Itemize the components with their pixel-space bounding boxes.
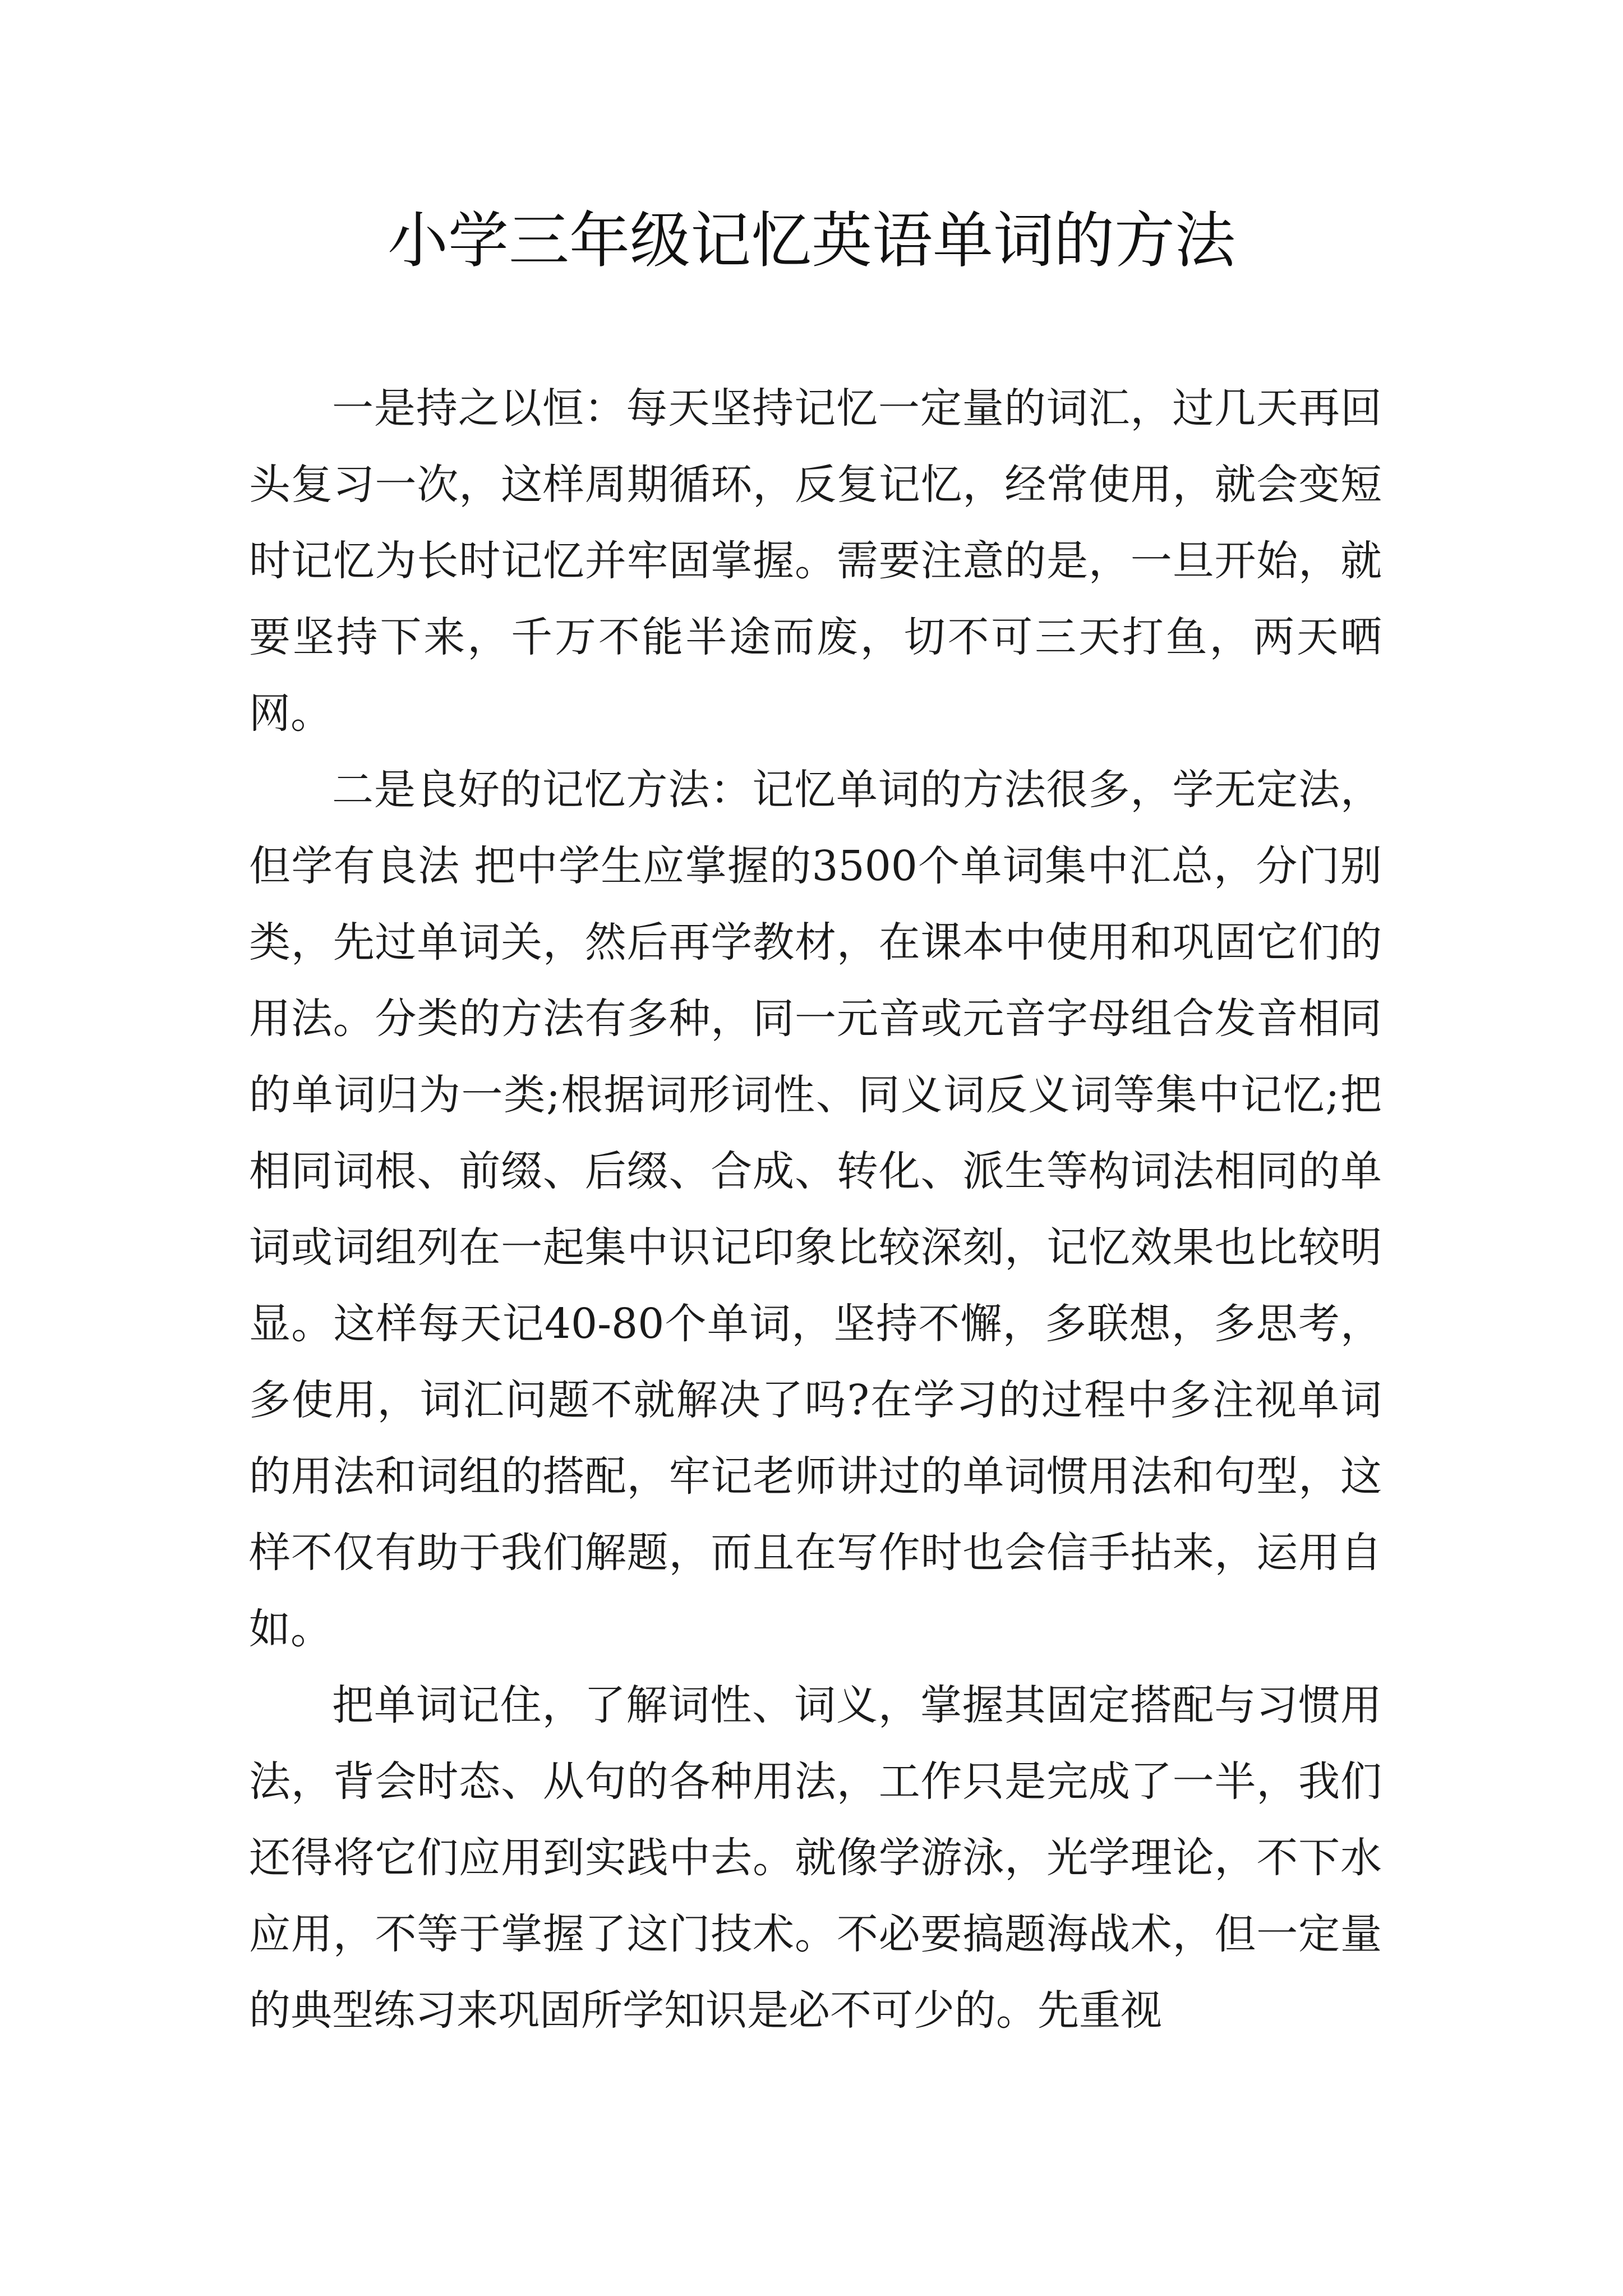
paragraph-3: 把单词记住，了解词性、词义，掌握其固定搭配与习惯用法，背会时态、从句的各种用法，工作只是完成了一半，我们还得将它们应用到实践中去。就像学游泳，光学理论，不下水应用，不等于掌握了这门技术。不必要搞题海战术，但一定量的典型练习来巩固所学知识是必不可少的。先重视 [249, 1681, 1382, 2035]
document-body [249, 370, 1382, 2049]
document-title: 小学三年级记忆英语单词的方法 [387, 206, 1235, 276]
paragraph-2: 二是良好的记忆方法：记忆单词的方法很多，学无定法，但学有良法 把中学生应掌握的3500个单词集中汇总，分门别类，先过单词关，然后再学教材，在课本中使用和巩固它们的用法。分类的方法有多种，同一元音或元音字母组合发音相同的单词归为一类;根据词形词性、同义词反义词等集中记忆;把相同词根、前缀、后缀、合成、转化、派生等构词法相同的单词或词组列在一起集中识记印象比较深刻，记忆效果也比较明显。这样每天记40-80个单词，坚持不懈，多联想，多思考，多使用，词汇问题不就解决了吗?在学习的过程中多注视单词的用法和词组的搭配，牢记老师讲过的单词惯用法和句型，这样不仅有助于我们解题，而且在写作时也会信手拈来，运用自如。 [249, 766, 1382, 1653]
paragraph-1: 一是持之以恒：每天坚持记忆一定量的词汇，过几天再回头复习一次，这样周期循环，反复记忆，经常使用，就会变短时记忆为长时记忆并牢固掌握。需要注意的是，一旦开始，就要坚持下来，千万不能半途而废，切不可三天打鱼，两天晒网。 [249, 384, 1382, 738]
